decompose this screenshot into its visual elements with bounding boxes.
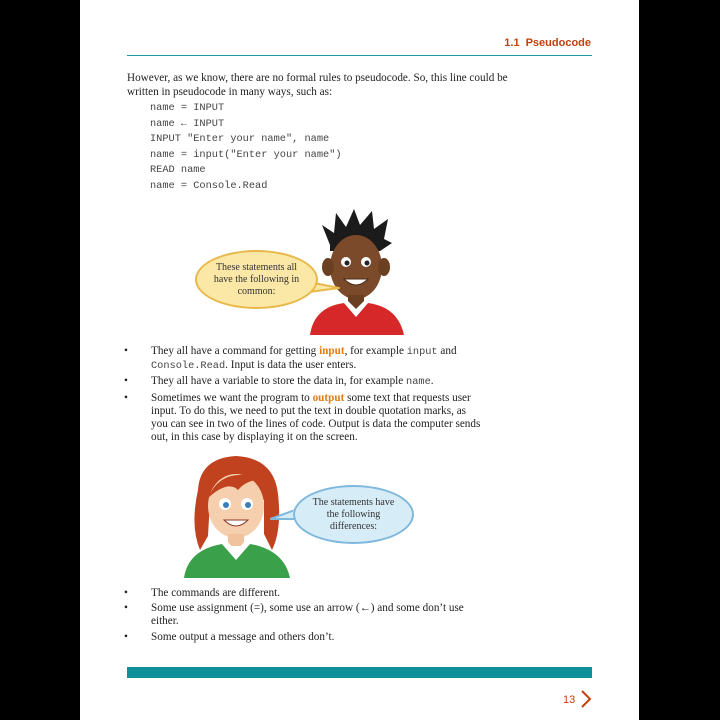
next-page-chevron-icon[interactable] — [580, 689, 592, 709]
section-header — [504, 37, 591, 49]
boy-character-illustration — [300, 205, 410, 335]
header-rule — [127, 55, 592, 56]
bullet-dot: • — [124, 602, 128, 615]
code-name: name — [406, 376, 431, 389]
page-number: 13 — [563, 694, 576, 706]
speech-bubble-2-text: The statements have the following differences: — [312, 496, 395, 532]
keyword-input: input — [319, 345, 345, 357]
bullet-list-common — [124, 345, 484, 446]
speech-bubble-2 — [293, 485, 414, 544]
code-line: name = INPUT — [150, 102, 225, 114]
speech-bubble-1 — [195, 250, 318, 309]
list-item: • The commands are different. — [124, 587, 281, 599]
list-item: • They all have a command for getting input, for example input and Console.Read. Input is data the user enters. — [124, 345, 457, 373]
textbook-page — [80, 0, 639, 720]
bullet-list-differences — [124, 587, 484, 646]
code-block — [150, 101, 342, 195]
code-input: input — [406, 346, 438, 358]
list-item: • They all have a variable to store the data in, for example name. — [124, 375, 434, 389]
code-line: name = input("Enter your name") — [150, 148, 342, 161]
bullet-dot: • — [124, 345, 128, 357]
bullet-dot: • — [124, 630, 128, 643]
bullet-dot: • — [124, 375, 128, 388]
list-item: • Some output a message and others don’t. — [124, 630, 335, 643]
footer-bar — [127, 667, 592, 678]
keyword-output: output — [312, 391, 345, 404]
speech-bubble-1-text: These statements all have the following in common: — [213, 261, 300, 297]
section-title: Pseudocode — [525, 37, 591, 49]
code-line: name = Console.Read — [150, 179, 268, 192]
bullet-dot: • — [124, 391, 128, 404]
code-line: name ← INPUT — [150, 117, 225, 130]
code-console-read: Console.Read — [151, 360, 226, 373]
section-number: 1.1 — [504, 37, 520, 49]
code-line: READ name — [150, 164, 206, 177]
intro-paragraph: However, as we know, there are no formal rules to pseudocode. So, this line could be written in pseudocode in many ways, such as: — [127, 72, 508, 98]
list-item: • Some use assignment (=), some use an arrow (←) and some don’t use either. — [124, 602, 464, 628]
code-line: INPUT "Enter your name", name — [150, 133, 330, 146]
list-item: • Sometimes we want the program to output some text that requests user input. To do this, we need to put the text in double quotation marks, as you can see in two of the lines of code. Output is data the computer sends out, in this case by displaying it on the screen. — [124, 391, 481, 444]
bullet-dot: • — [124, 587, 128, 599]
